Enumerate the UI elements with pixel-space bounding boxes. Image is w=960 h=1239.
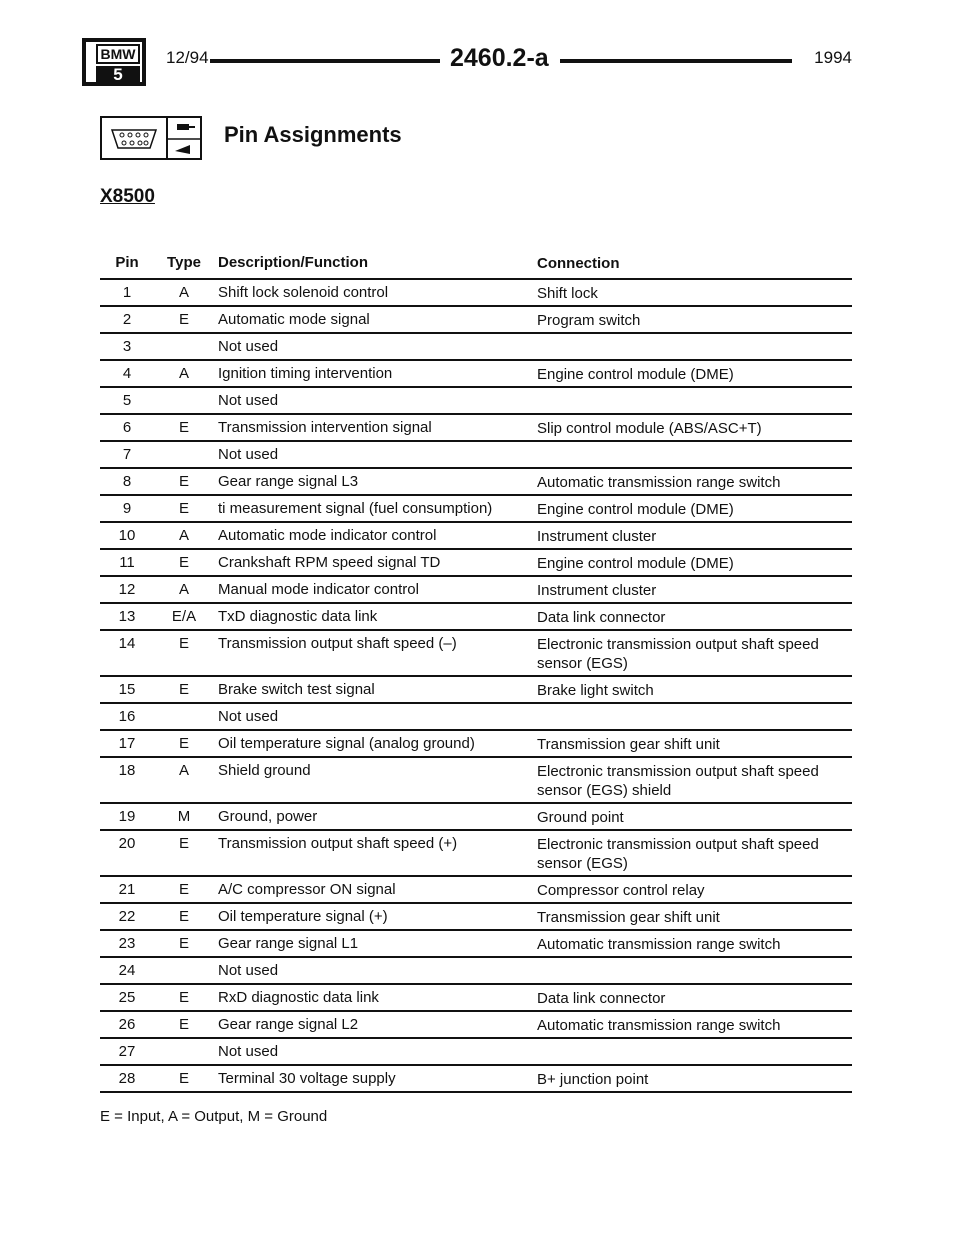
row-type: A — [178, 581, 189, 598]
row-pin: 10 — [118, 527, 136, 544]
header-year: 1994 — [814, 48, 852, 67]
row-connection: B+ junction point — [537, 1071, 649, 1088]
row-connection: Data link connector — [537, 990, 666, 1007]
row-type: E — [178, 908, 189, 925]
row-connection: Shift lock — [537, 285, 598, 302]
row-description: Oil temperature signal (+) — [218, 908, 388, 925]
connector-icon — [100, 116, 168, 160]
plug-icon — [168, 116, 202, 160]
pin-assignment-table — [100, 254, 852, 1093]
row-description: Brake switch test signal — [218, 681, 375, 698]
row-connection: Instrument cluster — [537, 582, 657, 599]
table-row — [100, 442, 852, 469]
row-description: Shift lock solenoid control — [218, 284, 389, 301]
row-pin: 11 — [119, 554, 135, 571]
row-type: M — [177, 808, 191, 825]
row-pin: 2 — [122, 311, 132, 328]
table-row — [100, 758, 852, 804]
row-pin: 15 — [118, 681, 136, 698]
row-pin: 12 — [118, 581, 136, 598]
row-type: E — [178, 473, 189, 490]
table-row — [100, 931, 852, 958]
table-row — [100, 604, 852, 631]
row-description: Automatic mode signal — [218, 311, 370, 328]
table-row — [100, 985, 852, 1012]
row-connection: Brake light switch — [537, 682, 654, 699]
row-pin: 9 — [122, 500, 132, 517]
row-description: Crankshaft RPM speed signal TD — [218, 554, 441, 571]
table-row — [100, 388, 852, 415]
row-type: E — [178, 881, 189, 898]
row-connection: Instrument cluster — [537, 528, 657, 545]
row-pin: 3 — [122, 338, 132, 355]
row-type: E — [178, 681, 189, 698]
table-row — [100, 577, 852, 604]
document-number: 2460.2-a — [450, 44, 549, 72]
table-row — [100, 523, 852, 550]
series-badge-text: 5 — [96, 66, 140, 84]
row-type: E — [178, 1016, 189, 1033]
row-pin: 27 — [118, 1043, 136, 1060]
row-description: A/C compressor ON signal — [218, 881, 396, 898]
header-rule-right — [560, 59, 792, 63]
row-description: Not used — [218, 392, 279, 409]
table-row — [100, 1039, 852, 1066]
row-description: Shield ground — [218, 762, 311, 779]
row-description: Not used — [218, 1043, 279, 1060]
row-pin: 25 — [118, 989, 136, 1006]
table-row — [100, 877, 852, 904]
row-description: Ground, power — [218, 808, 318, 825]
row-description: Transmission output shaft speed (+) — [218, 835, 458, 852]
row-pin: 14 — [118, 635, 136, 652]
row-description: Transmission output shaft speed (–) — [218, 635, 457, 652]
table-row — [100, 704, 852, 731]
row-connection: Transmission gear shift unit — [537, 736, 720, 753]
row-type: E — [178, 635, 189, 652]
row-connection: Electronic transmission output shaft speed sensor (EGS) — [537, 836, 819, 872]
row-type: E — [178, 311, 189, 328]
row-pin: 26 — [118, 1016, 136, 1033]
row-description: Not used — [218, 446, 279, 463]
row-pin: 13 — [118, 608, 136, 625]
table-row — [100, 958, 852, 985]
row-type: E/A — [171, 608, 197, 625]
table-row — [100, 677, 852, 704]
table-row — [100, 361, 852, 388]
row-pin: 17 — [118, 735, 136, 752]
row-type: E — [178, 835, 189, 852]
header-pin: Pin — [115, 254, 139, 271]
row-connection: Electronic transmission output shaft speed sensor (EGS) — [537, 636, 819, 672]
table-row — [100, 1012, 852, 1039]
row-type: E — [178, 419, 189, 436]
row-pin: 5 — [122, 392, 132, 409]
table-row — [100, 550, 852, 577]
row-pin: 24 — [118, 962, 136, 979]
row-connection: Transmission gear shift unit — [537, 909, 720, 926]
row-pin: 6 — [122, 419, 132, 436]
row-pin: 28 — [118, 1070, 136, 1087]
row-description: ti measurement signal (fuel consumption) — [218, 500, 493, 517]
row-connection: Engine control module (DME) — [537, 555, 734, 572]
row-type: E — [178, 989, 189, 1006]
table-row — [100, 904, 852, 931]
row-pin: 1 — [122, 284, 132, 301]
header-date: 12/94 — [166, 48, 209, 67]
row-description: Not used — [218, 708, 279, 725]
row-type: A — [178, 762, 189, 779]
row-pin: 8 — [122, 473, 132, 490]
table-row — [100, 804, 852, 831]
row-connection: Automatic transmission range switch — [537, 1017, 781, 1034]
row-type: E — [178, 735, 189, 752]
row-connection: Compressor control relay — [537, 882, 705, 899]
row-description: RxD diagnostic data link — [218, 989, 379, 1006]
row-pin: 23 — [118, 935, 136, 952]
row-description: Automatic mode indicator control — [218, 527, 437, 544]
row-description: Oil temperature signal (analog ground) — [218, 735, 475, 752]
row-pin: 19 — [118, 808, 136, 825]
row-description: Manual mode indicator control — [218, 581, 419, 598]
row-connection: Ground point — [537, 809, 624, 826]
row-type: E — [178, 935, 189, 952]
row-connection: Engine control module (DME) — [537, 501, 734, 518]
row-description: TxD diagnostic data link — [218, 608, 378, 625]
section-title: Pin Assignments — [224, 122, 402, 147]
table-row — [100, 1066, 852, 1093]
table-row — [100, 496, 852, 523]
row-description: Transmission intervention signal — [218, 419, 432, 436]
row-connection: Electronic transmission output shaft speed sensor (EGS) shield — [537, 763, 819, 799]
row-pin: 7 — [122, 446, 132, 463]
page-header — [82, 38, 852, 88]
table-body — [100, 280, 852, 1093]
table-row — [100, 334, 852, 361]
row-type: A — [178, 284, 189, 301]
row-type: E — [178, 1070, 189, 1087]
row-description: Not used — [218, 338, 279, 355]
header-type: Type — [167, 254, 201, 271]
row-pin: 20 — [118, 835, 136, 852]
row-connection: Program switch — [537, 312, 641, 329]
row-description: Ignition timing intervention — [218, 365, 393, 382]
row-pin: 18 — [118, 762, 136, 779]
row-description: Gear range signal L1 — [218, 935, 359, 952]
row-type: A — [178, 365, 189, 382]
row-pin: 4 — [122, 365, 132, 382]
row-pin: 21 — [118, 881, 136, 898]
table-row — [100, 831, 852, 877]
header-description: Description/Function — [218, 254, 368, 271]
row-connection: Slip control module (ABS/ASC+T) — [537, 420, 762, 437]
row-type: E — [178, 500, 189, 517]
table-header — [100, 254, 852, 280]
row-description: Gear range signal L2 — [218, 1016, 359, 1033]
row-type: A — [178, 527, 189, 544]
connector-name: X8500 — [100, 186, 155, 207]
row-connection: Automatic transmission range switch — [537, 936, 781, 953]
row-type: E — [178, 554, 189, 571]
row-description: Not used — [218, 962, 279, 979]
table-row — [100, 731, 852, 758]
row-connection: Automatic transmission range switch — [537, 474, 781, 491]
row-pin: 22 — [118, 908, 136, 925]
header-rule-left — [210, 59, 440, 63]
table-row — [100, 415, 852, 442]
row-description: Gear range signal L3 — [218, 473, 359, 490]
brand-badge-text: BMW — [96, 44, 140, 64]
table-row — [100, 631, 852, 677]
row-pin: 16 — [118, 708, 136, 725]
type-legend: E = Input, A = Output, M = Ground — [100, 1108, 328, 1125]
row-connection: Engine control module (DME) — [537, 366, 734, 383]
table-row — [100, 307, 852, 334]
header-connection: Connection — [537, 255, 620, 272]
row-connection: Data link connector — [537, 609, 666, 626]
table-row — [100, 280, 852, 307]
table-row — [100, 469, 852, 496]
bmw-series-badge — [82, 38, 146, 86]
row-description: Terminal 30 voltage supply — [218, 1070, 396, 1087]
